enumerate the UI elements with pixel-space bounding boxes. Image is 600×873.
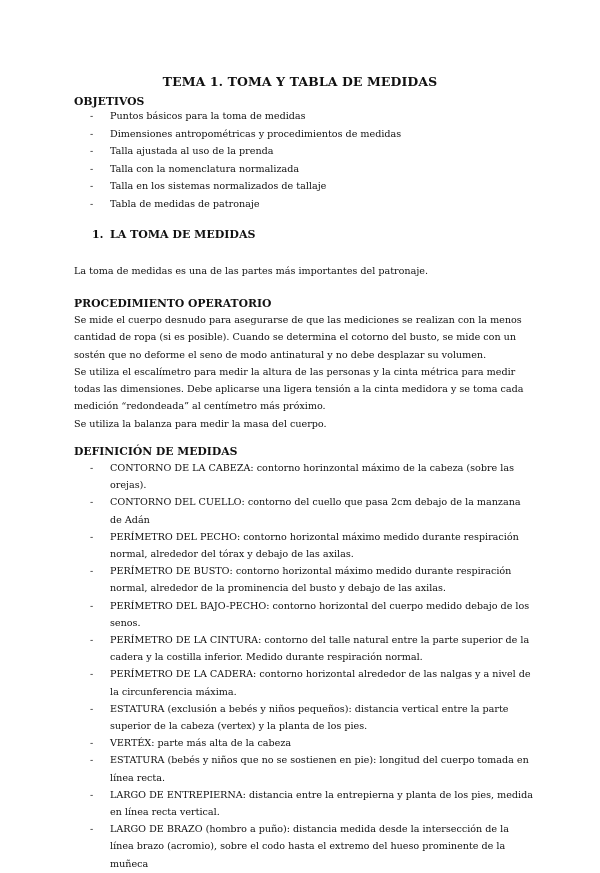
objective-item: - Talla ajustada al uso de la prenda: [74, 143, 534, 161]
definitions-heading: DEFINICIÓN DE MEDIDAS: [74, 445, 238, 458]
definition-item: - PERÍMETRO DE LA CINTURA: contorno del talle natural entre la parte superior de la cadera y la costilla inferior. Medido durante respiración normal.: [74, 632, 534, 666]
objective-item: - Dimensiones antropométricas y procedimientos de medidas: [74, 126, 534, 144]
document-title: TEMA 1. TOMA Y TABLA DE MEDIDAS: [162, 74, 438, 89]
section-title: LA TOMA DE MEDIDAS: [110, 228, 256, 241]
procedure-paragraph: Se utiliza el escalímetro para medir la altura de las personas y la cinta métrica para medir todas las dimensiones. Debe aplicarse una ligera tensión a la cinta medidora y se toma cada medición “redondeada” al centímetro más próximo.: [74, 366, 524, 413]
definition-item: - PERÍMETRO DEL BAJO-PECHO: contorno horizontal del cuerpo medido debajo de los senos.: [74, 598, 534, 632]
definition-item: - VERTÉX: parte más alta de la cabeza: [74, 735, 534, 752]
procedure-section: [74, 295, 534, 433]
objectives-section: [74, 95, 534, 213]
objective-item: - Puntos básicos para la toma de medidas: [74, 108, 534, 126]
definition-item: - ESTATURA (exclusión a bebés y niños pequeños): distancia vertical entre la parte superior de la cabeza (vertex) y la planta de los pies.: [74, 701, 534, 735]
definition-item: - CONTORNO DEL CUELLO: contorno del cuello que pasa 2cm debajo de la manzana de Adán: [74, 494, 534, 528]
definition-item: - ESTATURA (bebés y niños que no se sostienen en pie): longitud del cuerpo tomada en línea recta.: [74, 752, 534, 786]
procedure-paragraph: Se utiliza la balanza para medir la masa del cuerpo.: [74, 418, 327, 430]
definition-item: - CONTORNO DE LA CABEZA: contorno horinzontal máximo de la cabeza (sobre las orejas).: [74, 460, 534, 494]
section-heading-1: [92, 228, 255, 241]
procedure-heading: PROCEDIMIENTO OPERATORIO: [74, 297, 272, 310]
definitions-section: [74, 443, 534, 873]
objectives-heading: OBJETIVOS: [74, 95, 145, 108]
objective-item: - Tabla de medidas de patronaje: [74, 196, 534, 214]
definition-item: - LARGO DE BRAZO (hombro a puño): distancia medida desde la intersección de la línea brazo (acromio), sobre el codo hasta el extremo del hueso prominente de la muñeca: [74, 821, 534, 873]
procedure-paragraph: Se mide el cuerpo desnudo para asegurarse de que las mediciones se realizan con la menos cantidad de ropa (si es posible). Cuando se determina el cotorno del busto, se mide con un sostén que no deforme el seno de modo antinatural y no debe desplazar su volumen.: [74, 315, 522, 361]
definition-item: - PERÍMETRO DE LA CADERA: contorno horizontal alrededor de las nalgas y a nivel de la circunferencia máxima.: [74, 666, 534, 700]
intro-paragraph: La toma de medidas es una de las partes más importantes del patronaje.: [74, 266, 429, 277]
section-number: 1.: [92, 228, 104, 241]
objectives-list: [74, 108, 534, 213]
definition-item: - LARGO DE ENTREPIERNA: distancia entre la entrepierna y planta de los pies, medida en línea recta vertical.: [74, 787, 534, 821]
definition-item: - PERÍMETRO DEL PECHO: contorno horizontal máximo medido durante respiración normal, alrededor del tórax y debajo de las axilas.: [74, 529, 534, 563]
objective-item: - Talla con la nomenclatura normalizada: [74, 161, 534, 179]
definition-item: - PERÍMETRO DE BUSTO: contorno horizontal máximo medido durante respiración normal, alrededor de la prominencia del busto y debajo de las axilas.: [74, 563, 534, 597]
objective-item: - Talla en los sistemas normalizados de tallaje: [74, 178, 534, 196]
definitions-list: [74, 460, 534, 873]
